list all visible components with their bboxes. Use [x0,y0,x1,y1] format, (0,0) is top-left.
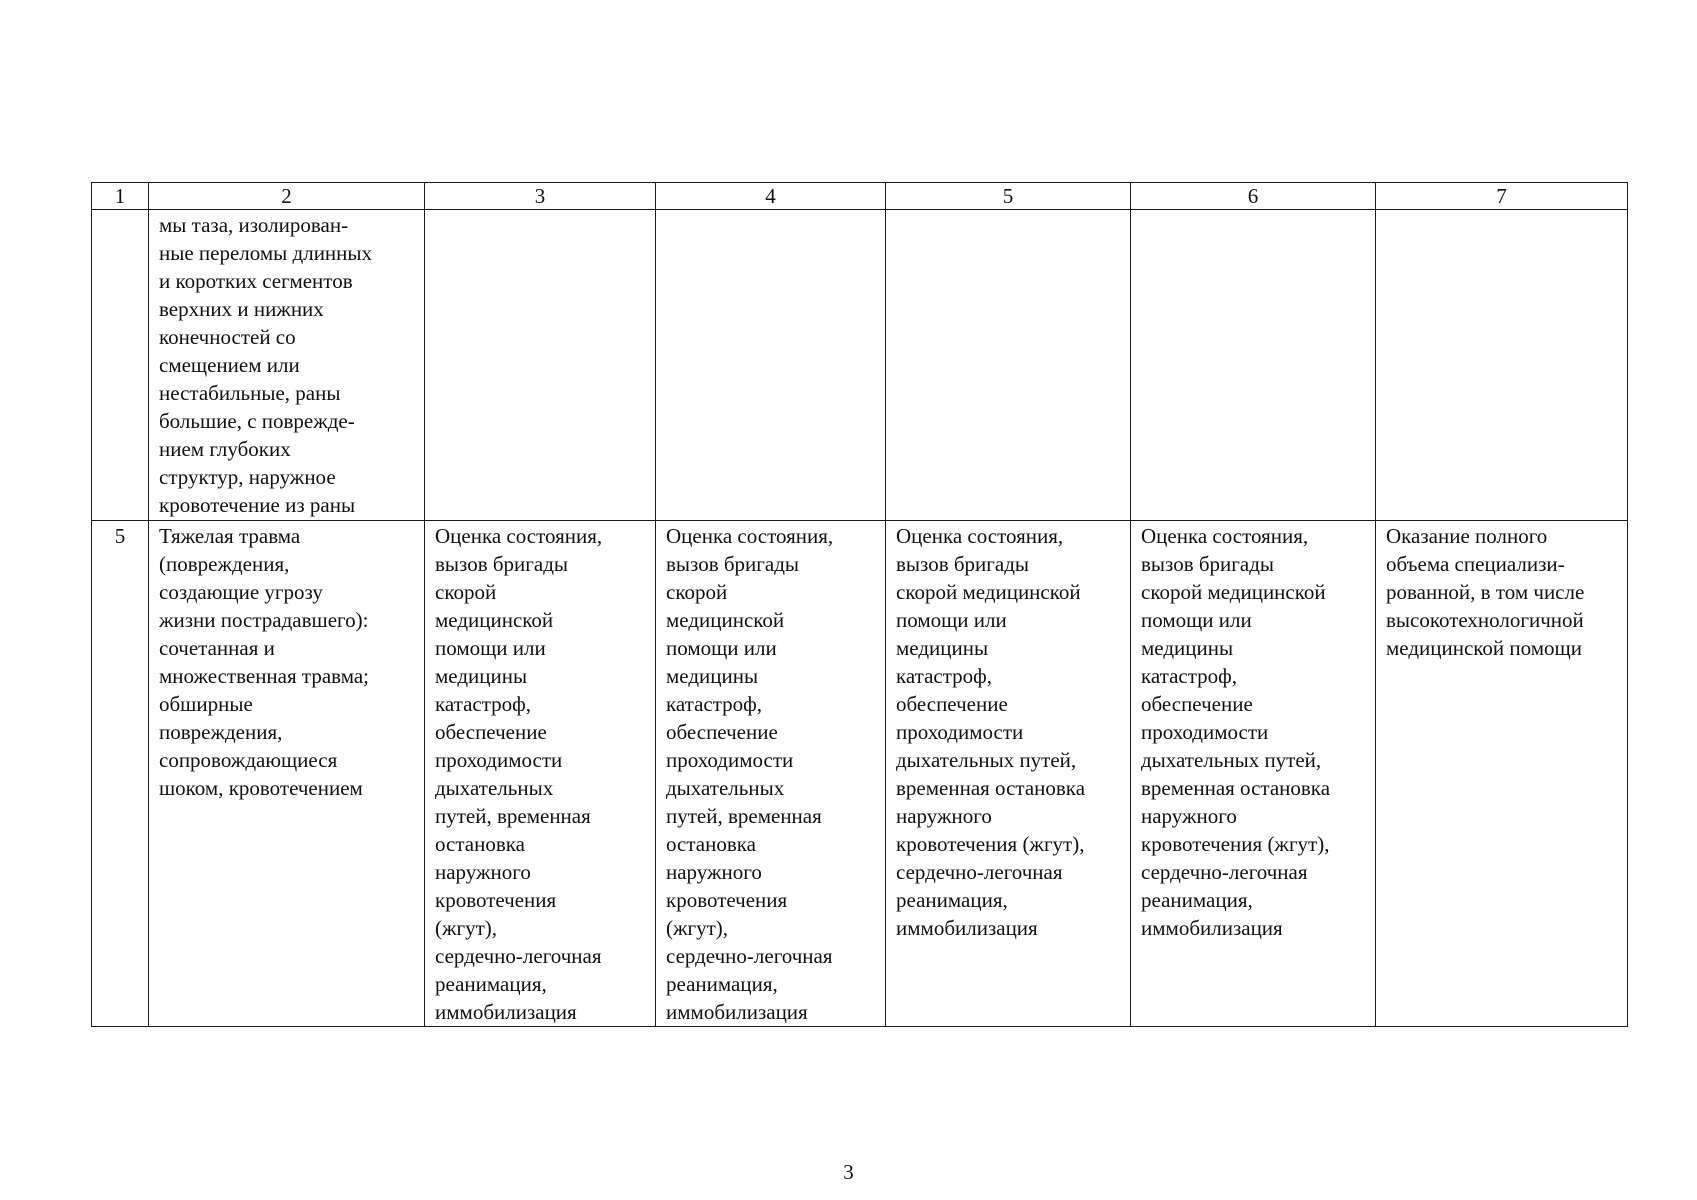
cell-text-line: мы таза, изолирован- [159,213,349,237]
cell-text-line: помощи или [666,636,777,660]
cell-text-line: Оценка состояния, [435,524,603,548]
cell-text-line: кровотечения (жгут), [1141,832,1330,856]
cell-text-line: медицины [896,636,989,660]
page-number: 3 [843,1160,854,1184]
cell-text-line: рованной, в том числе [1386,580,1585,604]
cell-text-line: проходимости [666,748,794,772]
column-number-2: 2 [149,183,425,210]
empty-cell [886,210,1131,521]
cell-text-line: и коротких сегментов [159,269,353,293]
cell-text-line: катастроф, [1141,664,1238,688]
cell-text-line: сердечно-легочная [896,860,1063,884]
cell-text-line: кровотечение из раны [159,493,356,517]
cell-text-line: путей, временная [435,804,591,828]
cell-text-line: скорой [666,580,728,604]
column-number-4: 4 [656,183,886,210]
cell-text-line: сопровождающиеся [159,748,338,772]
cell-text-line: большие, с поврежде- [159,409,355,433]
column-number-3: 3 [425,183,656,210]
column-7-cell [1376,521,1628,1027]
cell-text-line: скорой медицинской [1141,580,1326,604]
row-number-cell [92,210,149,521]
column-6-cell [1131,521,1376,1027]
cell-text-line: конечностей со [159,325,296,349]
cell-text-line: вызов бригады [896,552,1030,576]
cell-text-line: помощи или [435,636,546,660]
cell-text-line: (жгут), [666,916,729,940]
cell-text-line: верхних и нижних [159,297,324,321]
cell-text-line: реанимация, [896,888,1008,912]
cell-text-line: шоком, кровотечением [159,776,363,800]
cell-text-line: наружного [666,860,762,884]
cell-text-line: нием глубоких [159,437,291,461]
cell-text-line: жизни пострадавшего): [159,608,369,632]
cell-text-line: медицины [666,664,759,688]
cell-text-line: временная остановка [896,776,1086,800]
injury-description-cell [149,210,425,521]
empty-cell [656,210,886,521]
cell-text-line: ные переломы длинных [159,241,373,265]
cell-text-line: катастроф, [435,692,532,716]
cell-text-line: Оценка состояния, [666,524,834,548]
cell-text-line: кровотечения (жгут), [896,832,1085,856]
cell-text-line: (повреждения, [159,552,290,576]
cell-text-line: обеспечение [896,692,1008,716]
cell-text-line: остановка [435,832,525,856]
cell-text-line: объема специализи- [1386,552,1565,576]
cell-text-line: наружного [435,860,531,884]
column-4-cell [656,521,886,1027]
cell-text-line: кровотечения [435,888,557,912]
cell-text-line: Оказание полного [1386,524,1548,548]
cell-text-line: Оценка состояния, [896,524,1064,548]
cell-text-line: дыхательных [666,776,785,800]
column-number-6: 6 [1131,183,1376,210]
cell-text-line: высокотехнологичной [1386,608,1584,632]
cell-text-line: повреждения, [159,720,283,744]
cell-text-line: наружного [896,804,992,828]
cell-text-line: проходимости [896,720,1024,744]
cell-text-line: вызов бригады [435,552,569,576]
column-number-row [92,183,1628,210]
cell-text-line: медицинской [666,608,785,632]
cell-text-line: сердечно-легочная [435,944,602,968]
column-5-cell [886,521,1131,1027]
cell-text-line: медицины [435,664,528,688]
cell-text-line: реанимация, [435,972,547,996]
cell-text-line: скорой [435,580,497,604]
cell-text-line: медицинской помощи [1386,636,1582,660]
cell-text-line: реанимация, [666,972,778,996]
cell-text-line: проходимости [435,748,563,772]
cell-text-line: нестабильные, раны [159,381,341,405]
cell-text-line: помощи или [1141,608,1252,632]
cell-text-line: дыхательных путей, [896,748,1077,772]
cell-text-line: временная остановка [1141,776,1331,800]
cell-text-line: путей, временная [666,804,822,828]
table-row-continuation [92,210,1628,521]
cell-text-line: множественная травма; [159,664,370,688]
column-number-7: 7 [1376,183,1628,210]
cell-text-line: обеспечение [435,720,547,744]
cell-text-line: вызов бригады [1141,552,1275,576]
cell-text-line: смещением или [159,353,300,377]
cell-text-line: Оценка состояния, [1141,524,1309,548]
cell-text-line: (жгут), [435,916,498,940]
cell-text-line: обширные [159,692,253,716]
cell-text-line: наружного [1141,804,1237,828]
cell-text-line: иммобилизация [1141,916,1283,940]
cell-text-line: иммобилизация [435,1000,577,1024]
cell-text-line: обеспечение [666,720,778,744]
column-number-5: 5 [886,183,1131,210]
cell-text-line: кровотечения [666,888,788,912]
row-number-cell: 5 [92,521,149,1027]
cell-text-line: сердечно-легочная [1141,860,1308,884]
cell-text-line: иммобилизация [896,916,1038,940]
cell-text-line: сердечно-легочная [666,944,833,968]
table-row-5 [92,521,1628,1027]
cell-text-line: иммобилизация [666,1000,808,1024]
empty-cell [1376,210,1628,521]
cell-text-line: катастроф, [666,692,763,716]
cell-text-line: скорой медицинской [896,580,1081,604]
cell-text-line: дыхательных путей, [1141,748,1322,772]
column-3-cell [425,521,656,1027]
cell-text-line: проходимости [1141,720,1269,744]
cell-text-line: Тяжелая травма [159,524,301,548]
cell-text-line: катастроф, [896,664,993,688]
cell-text-line: структур, наружное [159,465,336,489]
document-table [91,182,1628,1027]
empty-cell [425,210,656,521]
cell-text-line: сочетанная и [159,636,275,660]
cell-text-line: остановка [666,832,756,856]
cell-text-line: помощи или [896,608,1007,632]
cell-text-line: вызов бригады [666,552,800,576]
cell-text-line: реанимация, [1141,888,1253,912]
column-number-1: 1 [92,183,149,210]
injury-description-cell [149,521,425,1027]
cell-text-line: дыхательных [435,776,554,800]
cell-text-line: создающие угрозу [159,580,323,604]
cell-text-line: обеспечение [1141,692,1253,716]
cell-text-line: медицины [1141,636,1234,660]
cell-text-line: медицинской [435,608,554,632]
empty-cell [1131,210,1376,521]
